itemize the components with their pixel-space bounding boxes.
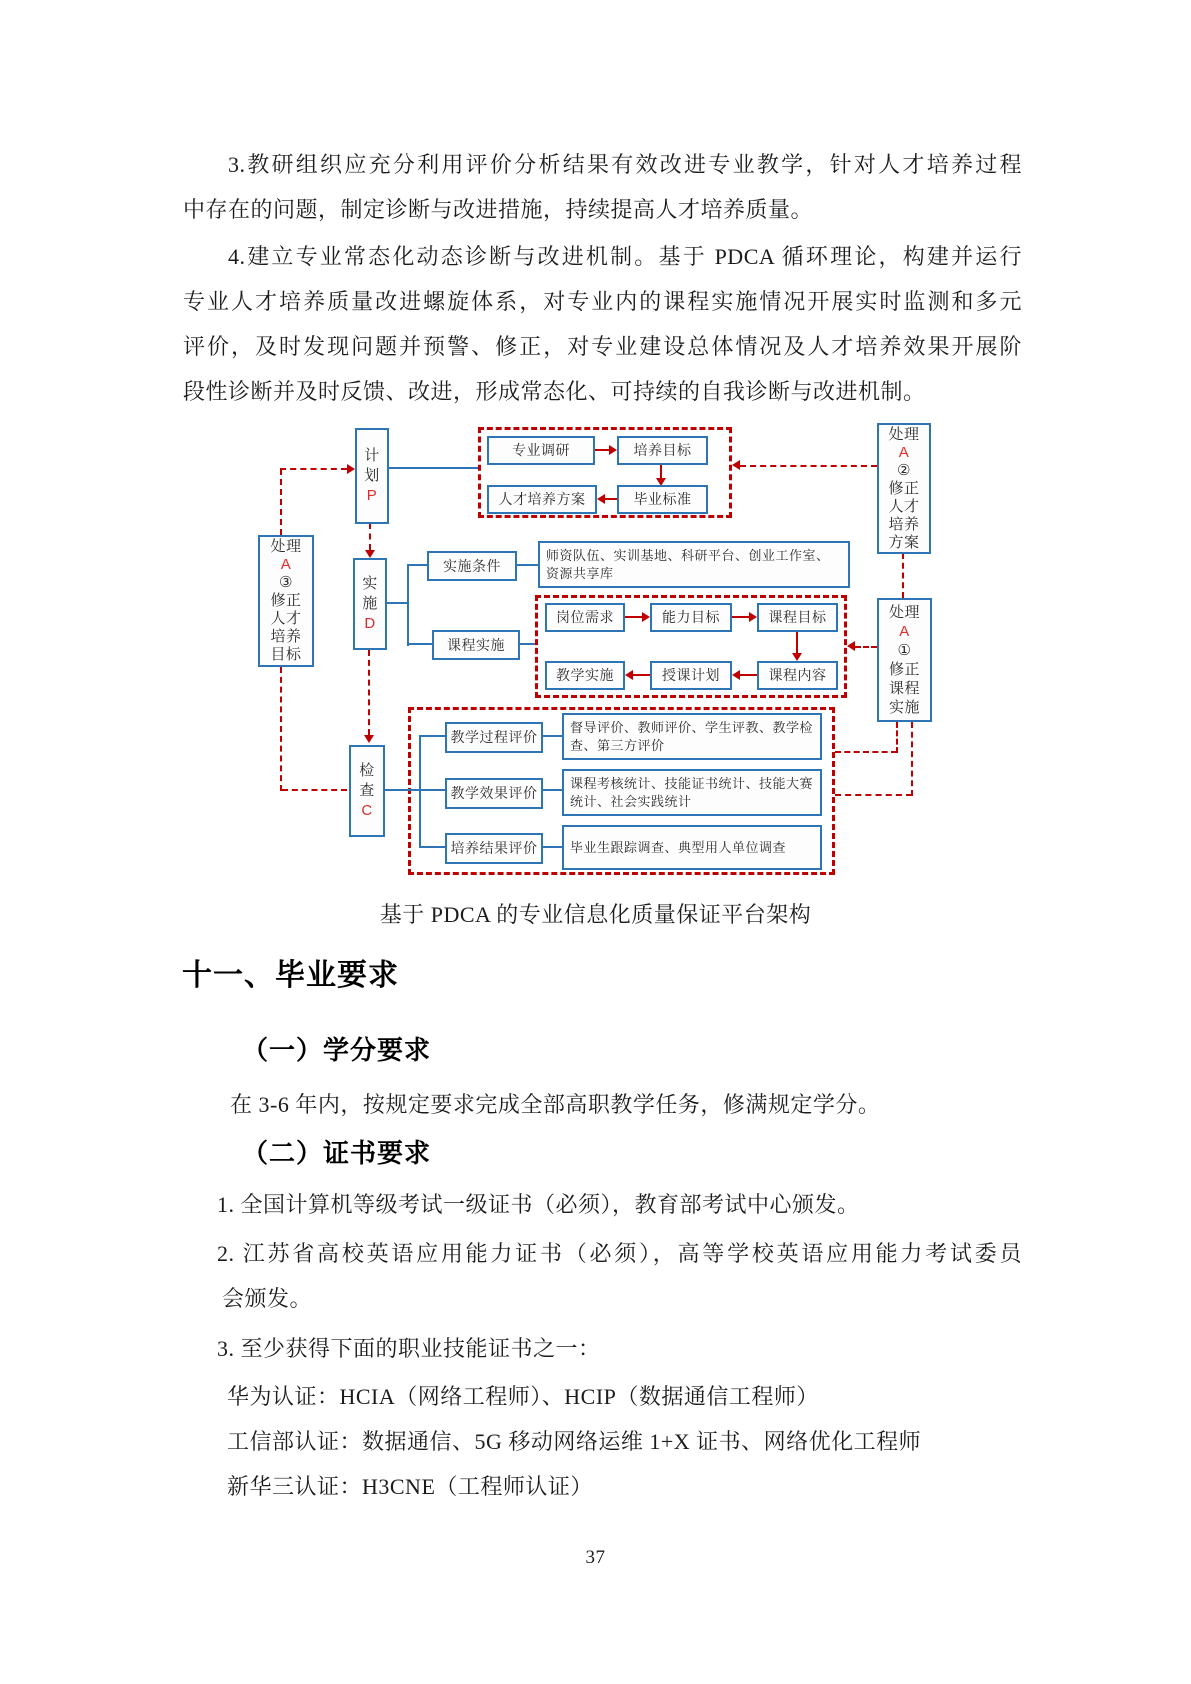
- flow-connector: [633, 674, 650, 676]
- arrow-down-icon: [792, 653, 802, 661]
- certificate-item: 2. 江苏省高校英语应用能力证书（必须），高等学校英语应用能力考试委员: [217, 1241, 1022, 1266]
- flow-connector: [517, 564, 538, 566]
- act1-stage-box: [877, 598, 932, 722]
- flow-connector: [419, 735, 445, 737]
- arrow-left-icon: [597, 494, 605, 504]
- arrow-left-icon: [732, 460, 740, 470]
- certificate-item: 1. 全国计算机等级考试一级证书（必须），教育部考试中心颁发。: [217, 1192, 860, 1217]
- course-content-box: 课程内容: [757, 661, 838, 690]
- feedback-connector: [740, 465, 877, 467]
- stage-char: 培养: [270, 628, 302, 645]
- course-impl-box: 课程实施: [432, 630, 520, 660]
- arrow-right-icon: [642, 612, 650, 622]
- feedback-connector: [368, 650, 370, 735]
- stage-letter: A: [898, 443, 910, 461]
- act3-stage-box: [258, 535, 314, 667]
- stage-number: ②: [897, 461, 911, 479]
- flow-connector: [660, 465, 662, 478]
- feedback-connector: [896, 722, 898, 753]
- flow-connector: [407, 564, 427, 566]
- plan-stage-box: [355, 428, 389, 524]
- stage-char: 实施: [888, 699, 920, 716]
- flow-connector: [388, 467, 478, 469]
- paragraph-line: 段性诊断并及时反馈、改进，形成常态化、可持续的自我诊断与改进机制。: [183, 379, 926, 404]
- arrow-left-icon: [732, 670, 740, 680]
- feedback-connector: [282, 789, 347, 791]
- stage-char: 课程: [888, 680, 920, 697]
- stage-letter: P: [366, 487, 378, 504]
- stage-char: 人才: [888, 497, 920, 515]
- vendor-cert-line: 新华三认证：H3CNE（工程师认证）: [227, 1474, 593, 1499]
- stage-char: 修正: [888, 479, 920, 497]
- train-goal-box: 培养目标: [617, 436, 708, 465]
- paragraph-line: 专业人才培养质量改进螺旋体系，对专业内的课程实施情况开展实时监测和多元: [183, 289, 1022, 314]
- flow-connector: [732, 616, 749, 618]
- stage-char: 方案: [888, 533, 920, 551]
- flow-connector: [419, 789, 445, 791]
- teach-impl-box: 教学实施: [545, 661, 625, 690]
- grad-standard-box: 毕业标准: [617, 485, 708, 514]
- feedback-connector: [855, 646, 877, 648]
- stage-char: 培养: [888, 515, 920, 533]
- flow-connector: [387, 602, 408, 604]
- stage-char: 修正: [888, 661, 920, 678]
- stage-number: ③: [279, 574, 293, 591]
- stage-letter: C: [361, 802, 373, 819]
- paragraph-line: 评价，及时发现问题并预警、修正，对专业建设总体情况及人才培养效果开展阶: [183, 334, 1022, 359]
- feedback-connector: [835, 751, 897, 753]
- flow-connector: [543, 846, 562, 848]
- paragraph-line: 3.教研组织应充分利用评价分析结果有效改进专业教学，针对人才培养过程: [228, 152, 1022, 177]
- effect-eval-detail-box: 课程考核统计、技能证书统计、技能大赛统计、社会实践统计: [562, 769, 822, 816]
- flow-connector: [740, 674, 757, 676]
- page-number: 37: [585, 1547, 606, 1568]
- act2-stage-box: [877, 423, 931, 554]
- teach-plan-box: 授课计划: [650, 661, 732, 690]
- stage-char: 处理: [888, 425, 920, 443]
- check-stage-box: [349, 745, 385, 837]
- arrow-left-icon: [625, 670, 633, 680]
- result-eval-box: 培养结果评价: [445, 833, 543, 864]
- feedback-connector: [280, 468, 347, 470]
- figure-caption: 基于 PDCA 的专业信息化质量保证平台架构: [379, 902, 812, 927]
- effect-eval-box: 教学效果评价: [445, 778, 543, 809]
- flow-connector: [419, 846, 445, 848]
- flow-connector: [543, 735, 562, 737]
- flow-connector: [520, 643, 535, 645]
- section-heading: 十一、毕业要求: [182, 959, 399, 992]
- stage-char: 实: [362, 575, 378, 592]
- process-eval-detail-box: 督导评价、教师评价、学生评教、教学检查、第三方评价: [562, 713, 822, 760]
- stage-letter: D: [364, 615, 376, 632]
- stage-char: 划: [364, 467, 380, 484]
- stage-char: 处理: [270, 538, 302, 555]
- flow-connector: [625, 616, 642, 618]
- result-eval-detail-box: 毕业生跟踪调查、典型用人单位调查: [562, 825, 822, 870]
- stage-char: 查: [359, 782, 375, 799]
- flow-connector: [419, 735, 421, 848]
- feedback-connector: [911, 722, 913, 796]
- certificate-item: 3. 至少获得下面的职业技能证书之一：: [217, 1336, 601, 1361]
- feedback-connector: [280, 469, 282, 535]
- impl-cond-box: 实施条件: [427, 551, 517, 581]
- feedback-connector: [280, 667, 282, 791]
- stage-letter: A: [899, 623, 910, 640]
- paragraph-line: 4.建立专业常态化动态诊断与改进机制。基于 PDCA 循环理论，构建并运行: [228, 244, 1022, 269]
- impl-cond-detail-box: 师资队伍、实训基地、科研平台、创业工作室、资源共享库: [538, 541, 850, 588]
- stage-char: 检: [359, 762, 375, 779]
- stage-char: 目标: [270, 646, 302, 663]
- feedback-connector: [902, 553, 904, 598]
- stage-letter: A: [280, 556, 292, 573]
- post-need-box: 岗位需求: [545, 603, 625, 632]
- arrow-left-icon: [847, 641, 855, 651]
- flow-connector: [543, 789, 562, 791]
- stage-char: 施: [362, 595, 378, 612]
- stage-char: 修正: [270, 592, 302, 609]
- feedback-connector: [835, 794, 912, 796]
- arrow-right-icon: [609, 445, 617, 455]
- feedback-connector: [369, 523, 371, 550]
- talent-scheme-box: 人才培养方案: [487, 485, 597, 514]
- paragraph-line: 中存在的问题，制定诊断与改进措施，持续提高人才培养质量。: [183, 197, 814, 222]
- stage-number: ①: [897, 642, 912, 659]
- arrow-right-icon: [749, 612, 757, 622]
- process-eval-box: 教学过程评价: [445, 722, 543, 753]
- certificate-item-continuation: 会颁发。: [222, 1286, 313, 1311]
- flow-connector: [407, 643, 432, 645]
- arrow-down-icon: [364, 735, 374, 743]
- ability-goal-box: 能力目标: [650, 603, 732, 632]
- vendor-cert-line: 华为认证：HCIA（网络工程师）、HCIP（数据通信工程师）: [227, 1384, 819, 1409]
- survey-box: 专业调研: [487, 436, 595, 465]
- stage-char: 处理: [888, 604, 920, 621]
- flow-connector: [796, 632, 798, 653]
- stage-char: 计: [364, 447, 380, 464]
- stage-char: 人才: [270, 610, 302, 627]
- credits-requirement-text: 在 3-6 年内，按规定要求完成全部高职教学任务，修满规定学分。: [230, 1092, 881, 1117]
- course-goal-box: 课程目标: [757, 603, 838, 632]
- flow-connector: [407, 564, 409, 646]
- arrow-right-icon: [347, 464, 355, 474]
- vendor-cert-line: 工信部认证：数据通信、5G 移动网络运维 1+X 证书、网络优化工程师: [227, 1429, 922, 1454]
- do-stage-box: [353, 558, 387, 650]
- subsection-title-credits: （一）学分要求: [242, 1035, 432, 1065]
- flow-connector: [605, 498, 617, 500]
- subsection-title-certificates: （二）证书要求: [242, 1138, 432, 1168]
- flow-connector: [385, 789, 420, 791]
- arrow-down-icon: [365, 550, 375, 558]
- flow-connector: [595, 449, 609, 451]
